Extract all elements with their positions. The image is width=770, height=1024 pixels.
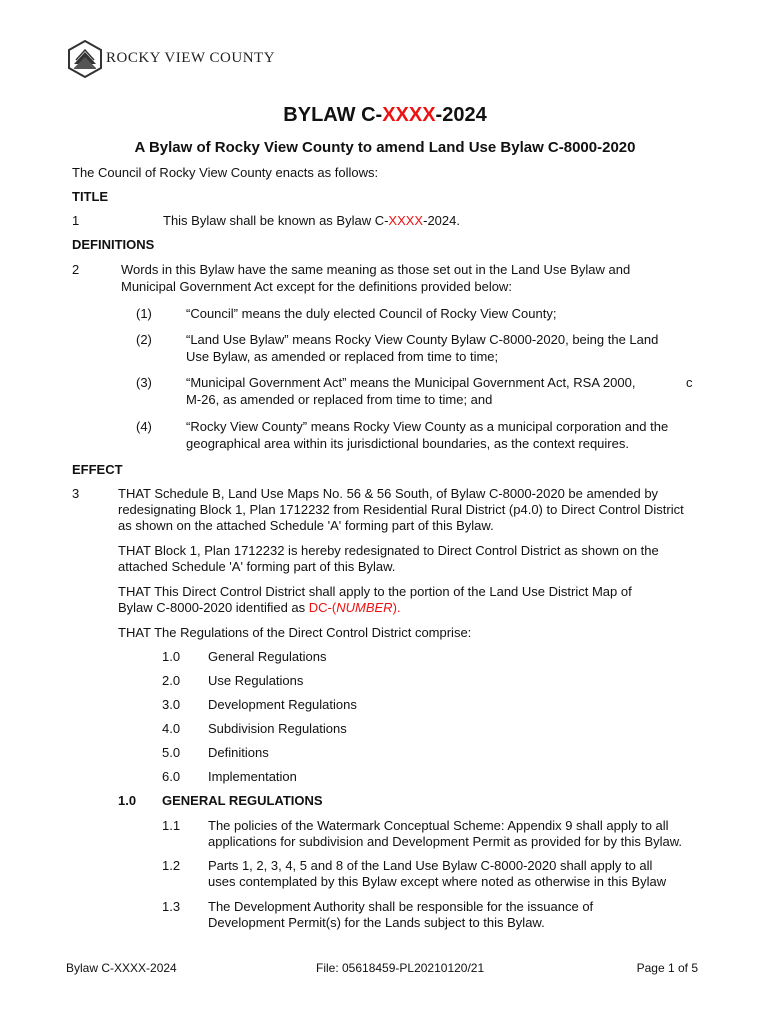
- def-2-number: (2): [136, 332, 152, 347]
- list-item-num: 2.0: [162, 673, 181, 688]
- section-2-line1: Words in this Bylaw have the same meaning as those set out in the Land Use Bylaw and: [121, 262, 631, 277]
- list-item-num: 1.0: [162, 649, 181, 664]
- footer-left: Bylaw C-XXXX-2024: [66, 961, 177, 975]
- list-item-label: Use Regulations: [208, 673, 304, 688]
- definitions-heading: DEFINITIONS: [72, 237, 155, 252]
- list-item-label: Subdivision Regulations: [208, 721, 347, 736]
- def-3-c: c: [686, 375, 693, 390]
- footer-right: Page 1 of 5: [636, 961, 698, 975]
- enacts-text: The Council of Rocky View County enacts as follows:: [72, 165, 379, 180]
- section-3-line2: redesignating Block 1, Plan 1712232 from Residential Rural District (p4.0) to Direct Control District: [118, 502, 684, 517]
- footer-center: File: 05618459-PL20210120/21: [316, 961, 485, 975]
- g13-line1: The Development Authority shall be responsible for the issuance of: [208, 899, 594, 914]
- rocky-view-county-logo-icon: [68, 40, 102, 78]
- list-item-label: General Regulations: [208, 649, 327, 664]
- section-3c-line2: Bylaw C-8000-2020 identified as DC-(NUMBER).: [118, 600, 401, 615]
- section-3d-line1: THAT The Regulations of the Direct Control District comprise:: [118, 625, 472, 640]
- def-2-line1: “Land Use Bylaw” means Rocky View County Bylaw C-8000-2020, being the Land: [186, 332, 659, 347]
- g11-line1: The policies of the Watermark Conceptual Scheme: Appendix 9 shall apply to all: [208, 818, 669, 833]
- title-heading: TITLE: [72, 189, 109, 204]
- section-3b-line2: attached Schedule 'A' forming part of this Bylaw.: [118, 559, 396, 574]
- g11-line2: applications for subdivision and Development Permit as provided for by this Bylaw.: [208, 834, 683, 849]
- def-3-number: (3): [136, 375, 152, 390]
- g13-line2: Development Permit(s) for the Lands subject to this Bylaw.: [208, 915, 545, 930]
- section-2-line2: Municipal Government Act except for the definitions provided below:: [121, 279, 512, 294]
- document-title: BYLAW C-XXXX-2024: [283, 104, 487, 126]
- gr-number: 1.0: [118, 793, 137, 808]
- section-2-number: 2: [72, 262, 80, 277]
- g12-line2: uses contemplated by this Bylaw except where noted as otherwise in this Bylaw: [208, 874, 667, 889]
- document-subtitle: A Bylaw of Rocky View County to amend Land Use Bylaw C-8000-2020: [134, 139, 636, 156]
- list-item-num: 6.0: [162, 769, 181, 784]
- def-2-line2: Use Bylaw, as amended or replaced from time to time;: [186, 349, 499, 364]
- list-item-label: Implementation: [208, 769, 297, 784]
- def-1-line1: “Council” means the duly elected Council of Rocky View County;: [186, 306, 557, 321]
- def-3-line2: M-26, as amended or replaced from time to time; and: [186, 392, 493, 407]
- list-item-label: Definitions: [208, 745, 269, 760]
- def-4-line1: “Rocky View County” means Rocky View County as a municipal corporation and the: [186, 419, 669, 434]
- section-1-text: This Bylaw shall be known as Bylaw C-XXXX-2024.: [163, 213, 460, 228]
- def-3-line1: “Municipal Government Act” means the Municipal Government Act, RSA 2000,: [186, 375, 636, 390]
- def-4-line2: geographical area within its jurisdictional boundaries, as the context requires.: [186, 436, 629, 451]
- def-1-number: (1): [136, 306, 152, 321]
- logo: [68, 40, 102, 81]
- g13-number: 1.3: [162, 899, 181, 914]
- g11-number: 1.1: [162, 818, 181, 833]
- list-item-label: Development Regulations: [208, 697, 357, 712]
- section-3c-line1: THAT This Direct Control District shall apply to the portion of the Land Use District Map of: [118, 584, 632, 599]
- effect-heading: EFFECT: [72, 462, 123, 477]
- g12-line1: Parts 1, 2, 3, 4, 5 and 8 of the Land Use Bylaw C-8000-2020 shall apply to all: [208, 858, 653, 873]
- list-item-num: 4.0: [162, 721, 181, 736]
- list-item-num: 5.0: [162, 745, 181, 760]
- def-4-number: (4): [136, 419, 152, 434]
- section-3-number: 3: [72, 486, 80, 501]
- g12-number: 1.2: [162, 858, 181, 873]
- section-3b-line1: THAT Block 1, Plan 1712232 is hereby redesignated to Direct Control District as shown on the: [118, 543, 659, 558]
- list-item-num: 3.0: [162, 697, 181, 712]
- section-3-line1: THAT Schedule B, Land Use Maps No. 56 & 56 South, of Bylaw C-8000-2020 be amended by: [118, 486, 659, 501]
- gr-heading: GENERAL REGULATIONS: [162, 793, 323, 808]
- logo-text: ROCKY VIEW COUNTY: [106, 50, 276, 66]
- section-3-line3: as shown on the attached Schedule 'A' forming part of this Bylaw.: [118, 518, 494, 533]
- section-1-number: 1: [72, 213, 80, 228]
